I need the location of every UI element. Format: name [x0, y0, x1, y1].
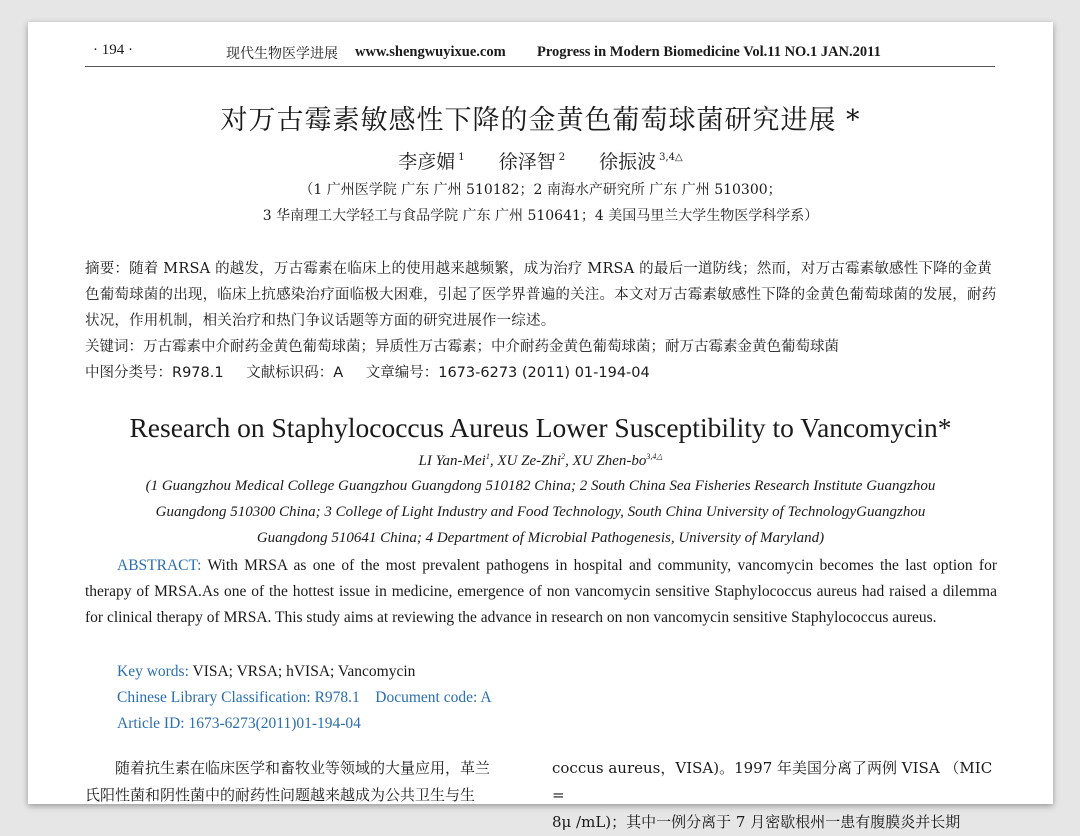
abstract-en [85, 553, 997, 631]
affiliation-cn-line: 3 华南理工大学轻工与食品学院 广东 广州 510641；4 美国马里兰大学生物医学科学系） [262, 208, 819, 224]
journal-url: www.shengwuyixue.com [355, 44, 506, 60]
article-number-cn: 文章编号：1673-6273 (2011) 01-194-04 [365, 365, 650, 381]
page-number: · 194 · [93, 42, 133, 58]
title-cn: 对万古霉素敏感性下降的金黄色葡萄球菌研究进展 * [220, 105, 861, 136]
keywords-cn: 关键词：万古霉素中介耐药金黄色葡萄球菌；异质性万古霉素；中介耐药金黄色葡萄球菌；耐万古霉素金黄色葡萄球菌 [85, 339, 839, 355]
affiliation-cn-line: （1 广州医学院 广东 广州 510182；2 南海水产研究所 广东 广州 510300； [299, 182, 782, 198]
author-cn: 李彦媚 $^1$ [398, 151, 465, 173]
body-column-left: 随着抗生素在临床医学和畜牧业等领域的大量应用，革兰 氏阳性菌和阴性菌中的耐药性问题越来越成为公共卫生与生 [85, 759, 491, 804]
affiliation-en-line: Guangdong 510641 China; 4 Department of Microbial Pathogenesis, University of Maryland) [256, 530, 825, 546]
clc-number-cn: 中图分类号：R978.1 [85, 365, 224, 381]
author-cn: 徐振波 $^{3,4\triangle}$ [599, 151, 683, 173]
abstract-cn: 摘要：随着 MRSA 的越发，万古霉素在临床上的使用越来越频繁，成为治疗 MRSA 的最后一道防线；然而，对万古霉素敏感性下降的金黄色葡萄球菌的出现，临床上抗感染治疗面临极大困难，引起了医学界普遍的关注。本文对万古霉素敏感性下降的金黄色葡萄球菌的发展，耐药状况，作用机制，相关治疗和热门争议话题等方面的研究进展作一综述。 [85, 261, 997, 329]
abstract-label: ABSTRACT: [117, 557, 202, 574]
article-id-en: Article ID: 1673-6273(2011)01-194-04 [117, 715, 361, 732]
authors-en: LI Yan-Mei$^1$, XU Ze-Zhi$^2$, XU Zhen-$bo^{3,4\triangle}$ [418, 452, 663, 469]
author-cn: 徐泽智 $^2$ [498, 151, 566, 173]
affiliation-en-line: Guangdong 510300 China; 3 College of Light Industry and Food Technology, South China University of TechnologyGuangzhou [155, 504, 926, 520]
document-code-cn: 文献标识码：A [246, 365, 344, 381]
body-column-right: coccus aureus，VISA)。1997 年美国分离了两例 VISA （MIC = 8μ /mL)；其中一例分离于 7 月密歇根州一患有腹膜炎并长期 [552, 759, 993, 831]
journal-name-cn: 现代生物医学进展 [226, 46, 338, 62]
title-en: Research on Staphylococcus Aureus Lower Susceptibility to Vancomycin* [129, 412, 952, 443]
journal-page [28, 22, 1053, 831]
journal-info: Progress in Modern Biomedicine Vol.11 NO.1 JAN.2011 [537, 44, 881, 60]
authors-cn [28, 147, 1053, 174]
classification-en: Chinese Library Classification: R978.1 Document code: A [117, 689, 492, 706]
classification-cn [85, 360, 997, 386]
abstract-text: With MRSA as one of the most prevalent pathogens in hospital and community, vancomycin becomes the last option for therapy of MRSA.As one of the hottest issue in medicine, emergence of non vancomycin sensitive Staphylococcus aureus had raised a dilemma for clinical therapy of MRSA. This study aims at reviewing the advance in research on non vancomycin sensitive Staphylococcus aureus. [85, 557, 997, 626]
affiliation-en-line: (1 Guangzhou Medical College Guangzhou Guangdong 510182 China; 2 South China Sea Fisheries Research Institute Guangzhou [145, 478, 936, 494]
running-header [85, 38, 995, 67]
keywords-en: Key words: VISA; VRSA; hVISA; Vancomycin [117, 663, 416, 680]
